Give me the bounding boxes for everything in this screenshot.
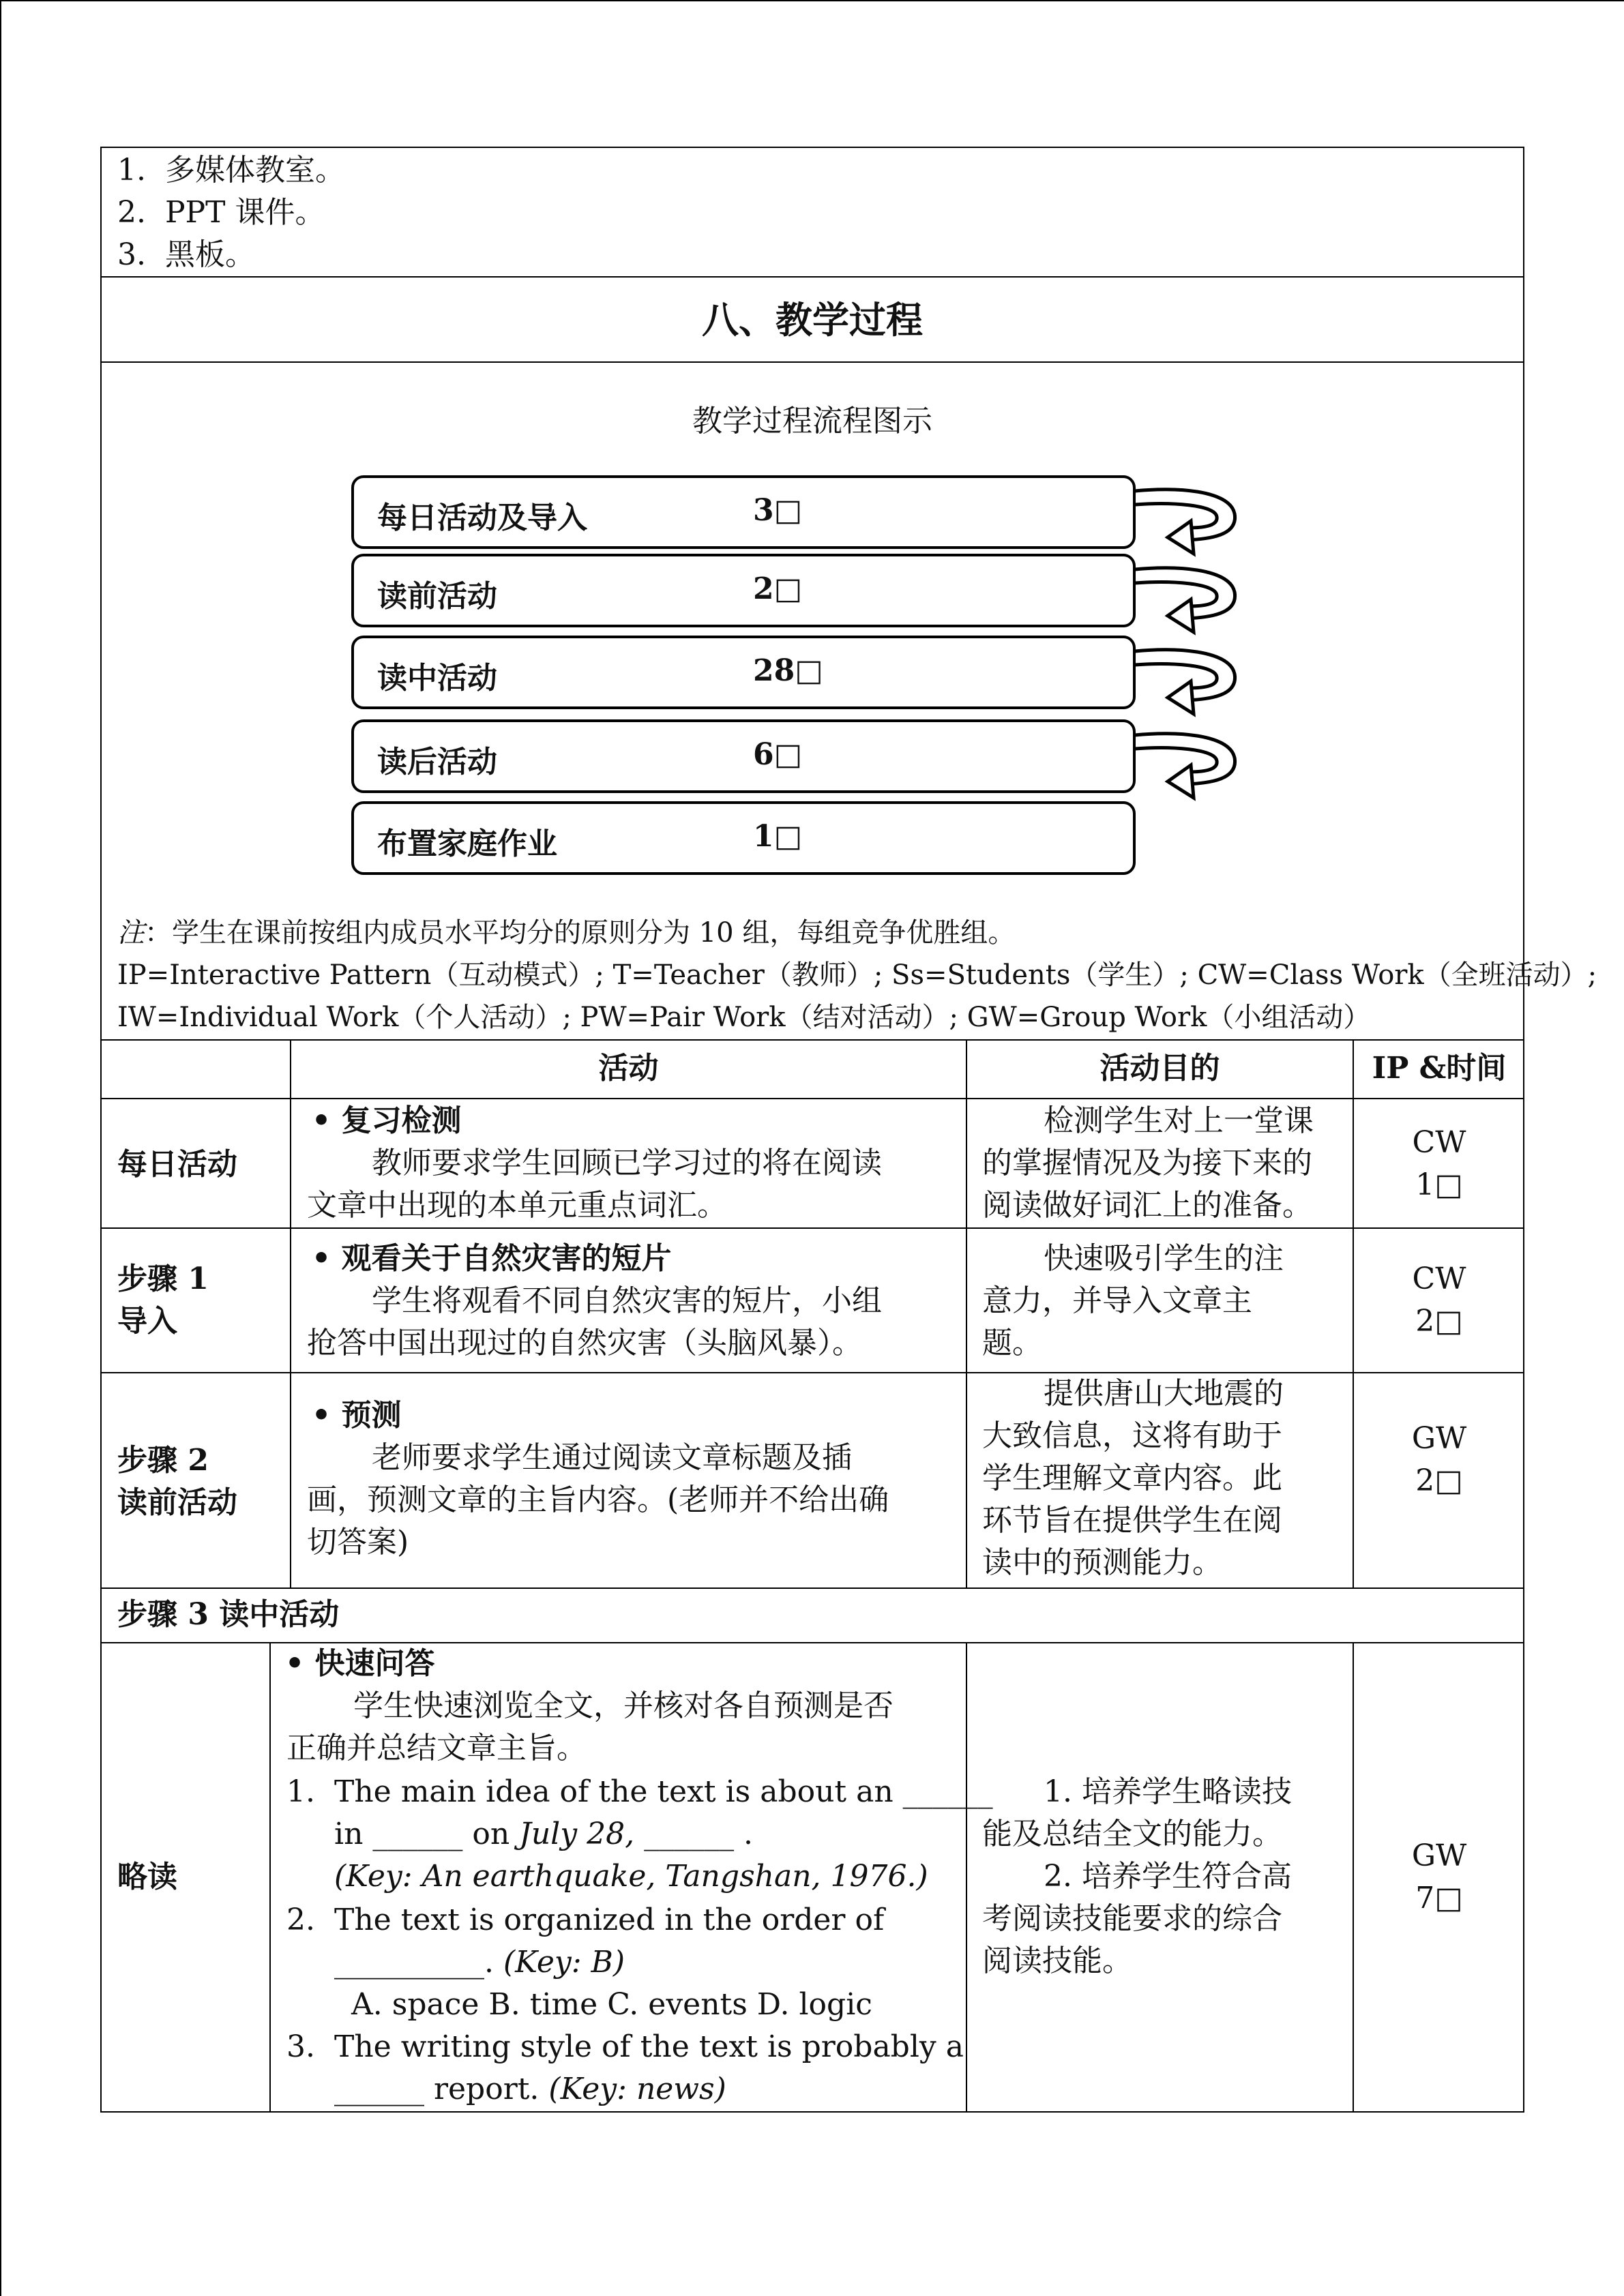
row-daily-purpose: 阅读做好词汇上的准备。 [982, 1188, 1312, 1223]
question-1-text: The main idea of the text is about an ______ [334, 1774, 993, 1809]
row-prereading-purpose: 大致信息，这将有助于 [982, 1418, 1282, 1453]
row-intro-title: • 观看关于自然灾害的短片 [312, 1241, 672, 1276]
flow-step-label: 读中活动 [377, 661, 497, 696]
flow-step-1 [351, 475, 1136, 549]
materials-item-2: 2. PPT 课件。 [117, 195, 325, 230]
row-skimming-purpose: 1. 培养学生略读技 [1044, 1774, 1292, 1809]
question-2-text: The text is organized in the order of [334, 1903, 885, 1937]
flow-step-4 [351, 719, 1136, 793]
row-daily-title: • 复习检测 [312, 1103, 462, 1138]
row-skimming-time: 7□ [1415, 1881, 1463, 1915]
row-daily-ip: CW [1412, 1125, 1466, 1160]
step3-heading: 步骤 3 读中活动 [117, 1597, 340, 1632]
row-skimming-stage: 略读 [117, 1860, 177, 1894]
table-rule [966, 1039, 967, 1587]
question-2-blank: __________. [334, 1945, 503, 1980]
flow-step-label: 每日活动及导入 [377, 501, 587, 535]
table-rule [100, 1642, 1524, 1643]
flow-step-label: 读前活动 [377, 579, 497, 614]
question-1-blank: in ______ on [334, 1817, 520, 1851]
note-text: ：学生在课前按组内成员水平均分的原则分为 10 组，每组竞争优胜组。 [145, 917, 1016, 949]
materials-item-1: 1. 多媒体教室。 [117, 153, 345, 188]
question-3-blank: ______ report. [334, 2072, 549, 2106]
table-rule [269, 1642, 271, 2113]
flow-step-2 [351, 554, 1136, 627]
header-activity: 活动 [598, 1051, 659, 1086]
row-daily-purpose: 检测学生对上一堂课 [1044, 1103, 1314, 1138]
table-rule [290, 1039, 291, 1587]
question-2-options: A. space B. time C. events D. logic [351, 1987, 872, 2022]
flow-arrow-icon [1134, 561, 1243, 643]
table-rule [1353, 1642, 1354, 2113]
flow-chart-title: 教学过程流程图示 [692, 404, 932, 438]
flow-step-time: 2□ [753, 571, 803, 606]
row-intro-purpose: 题。 [982, 1326, 1042, 1360]
question-3-text-cont [334, 2072, 726, 2107]
question-2-key: (Key: B) [503, 1945, 625, 1980]
row-skimming-ip: GW [1411, 1838, 1467, 1873]
row-daily-time: 1□ [1415, 1167, 1463, 1202]
row-skimming-purpose: 2. 培养学生符合高 [1044, 1859, 1292, 1894]
flow-step-label: 布置家庭作业 [377, 826, 557, 861]
row-prereading-purpose: 提供唐山大地震的 [1044, 1376, 1284, 1411]
row-daily-stage: 每日活动 [117, 1147, 237, 1182]
row-intro-purpose: 意力，并导入文章主 [982, 1283, 1252, 1318]
question-1-date: July 28, [519, 1817, 635, 1851]
row-prereading-title: • 预测 [312, 1398, 402, 1433]
row-daily-content: 教师要求学生回顾已学习过的将在阅读 [372, 1146, 882, 1180]
flow-step-5 [351, 801, 1136, 875]
row-prereading-content: 老师要求学生通过阅读文章标题及插 [372, 1440, 852, 1475]
materials-item-3: 3. 黑板。 [117, 237, 255, 272]
flow-step-time: 1□ [753, 819, 803, 854]
row-prereading-stage: 步骤 2 [117, 1443, 209, 1478]
row-daily-purpose: 的掌握情况及为接下来的 [982, 1146, 1312, 1180]
question-2-text-cont [334, 1945, 625, 1980]
flow-step-label: 读后活动 [377, 745, 497, 779]
table-rule [100, 1587, 1524, 1589]
row-skimming-purpose: 能及总结全文的能力。 [982, 1817, 1282, 1851]
question-3-number: 3. [286, 2029, 315, 2064]
table-rule [100, 1098, 1524, 1099]
question-2-number: 2. [286, 1903, 315, 1937]
row-prereading-stage: 读前活动 [117, 1485, 237, 1520]
flow-arrow-icon [1134, 483, 1243, 565]
row-prereading-ip: GW [1411, 1421, 1467, 1456]
ip-legend-line-1: IP=Interactive Pattern（互动模式）; T=Teacher（教师）; Ss=Students（学生）; CW=Class Work（全班活动）; [117, 959, 1597, 991]
row-skimming-intro: 学生快速浏览全文，并核对各自预测是否 [353, 1688, 894, 1723]
row-intro-purpose: 快速吸引学生的注 [1044, 1241, 1284, 1276]
question-3-text: The writing style of the text is probably a [334, 2029, 964, 2064]
row-intro-stage: 导入 [117, 1304, 177, 1339]
row-intro-stage: 步骤 1 [117, 1262, 209, 1296]
header-ip-time: IP &时间 [1372, 1051, 1507, 1086]
row-prereading-purpose: 环节旨在提供学生在阅 [982, 1503, 1282, 1538]
row-intro-content: 学生将观看不同自然灾害的短片，小组 [372, 1283, 882, 1318]
flow-arrow-icon [1134, 643, 1243, 725]
flow-step-3 [351, 636, 1136, 709]
row-daily-content: 文章中出现的本单元重点词汇。 [307, 1188, 727, 1223]
table-rule [966, 1642, 967, 2113]
table-rule [100, 1227, 1524, 1229]
question-1-number: 1. [286, 1774, 315, 1809]
row-intro-content: 抢答中国出现过的自然灾害（头脑风暴）。 [307, 1326, 862, 1360]
row-skimming-purpose: 考阅读技能要求的综合 [982, 1901, 1282, 1936]
flow-arrow-icon [1134, 727, 1243, 809]
row-skimming-intro: 正确并总结文章主旨。 [286, 1731, 587, 1765]
row-prereading-content: 切答案) [307, 1525, 409, 1560]
row-skimming-purpose: 阅读技能。 [982, 1943, 1132, 1978]
note-prefix: 注 [117, 917, 145, 949]
row-skimming-title: • 快速问答 [285, 1646, 435, 1681]
table-rule [100, 1372, 1524, 1373]
row-prereading-content: 画，预测文章的主旨内容。(老师并不给出确 [307, 1482, 889, 1517]
row-prereading-purpose: 读中的预测能力。 [982, 1545, 1222, 1580]
question-3-key: (Key: news) [548, 2072, 726, 2106]
question-1-blank-end: ______ . [634, 1817, 754, 1851]
flow-step-time: 6□ [753, 737, 803, 772]
flow-step-time: 3□ [753, 493, 803, 528]
ip-legend-line-2: IW=Individual Work（个人活动）; PW=Pair Work（结对活动）; GW=Group Work（小组活动） [117, 1002, 1371, 1033]
row-prereading-time: 2□ [1415, 1463, 1463, 1498]
note-line [117, 915, 1015, 951]
question-1-text-cont [334, 1817, 753, 1852]
header-purpose: 活动目的 [1099, 1051, 1220, 1086]
section-title: 八、教学过程 [702, 298, 923, 342]
row-intro-ip: CW [1412, 1262, 1466, 1296]
row-prereading-purpose: 学生理解文章内容。此 [982, 1461, 1282, 1495]
row-intro-time: 2□ [1415, 1304, 1463, 1339]
question-1-key: (Key: An earthquake, Tangshan, 1976.) [334, 1859, 928, 1894]
flow-step-time: 28□ [753, 653, 823, 688]
